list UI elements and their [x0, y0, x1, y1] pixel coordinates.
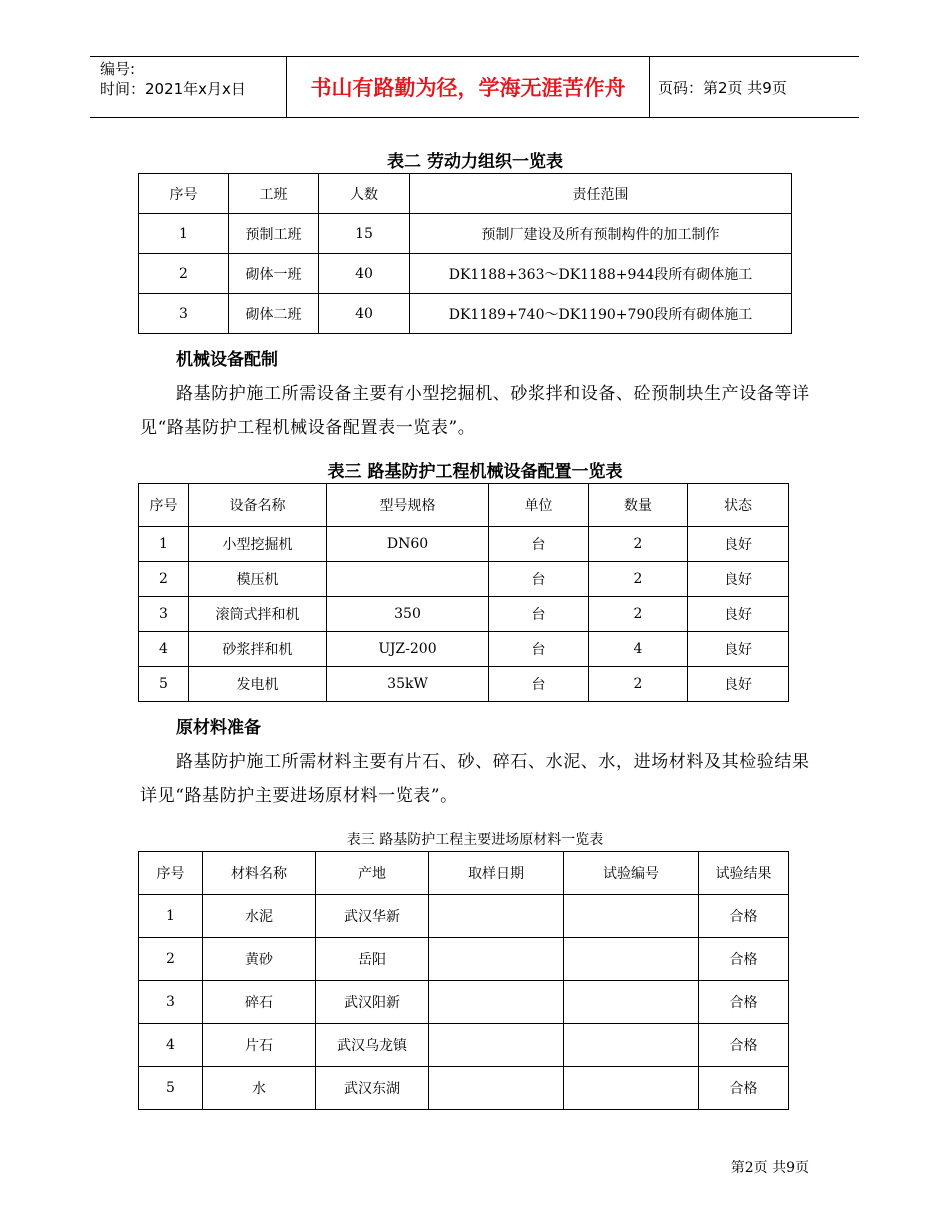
cell: 良好: [688, 562, 789, 597]
cell: 3: [139, 597, 189, 632]
materials-table: [138, 851, 789, 1110]
cell: 台: [489, 597, 589, 632]
cell: [564, 938, 699, 981]
cell: 15: [319, 214, 410, 254]
code-label: 编号:: [100, 60, 136, 78]
col-header: 试验编号: [564, 852, 699, 895]
cell: 预制工班: [229, 214, 319, 254]
equipment-table: [138, 483, 789, 702]
cell: 3: [139, 981, 203, 1024]
cell: 滚筒式拌和机: [189, 597, 327, 632]
table-row: [139, 938, 789, 981]
cell: 水: [203, 1067, 316, 1110]
cell: 2: [589, 597, 688, 632]
table-row: [139, 667, 789, 702]
page-header: [90, 56, 859, 118]
materials-heading: 原材料准备: [176, 718, 261, 738]
col-header: 材料名称: [203, 852, 316, 895]
cell: 4: [139, 632, 189, 667]
cell: [564, 895, 699, 938]
col-header: 序号: [139, 852, 203, 895]
cell: [429, 1067, 564, 1110]
labor-table: [138, 173, 792, 334]
cell: 碎石: [203, 981, 316, 1024]
cell: 2: [589, 667, 688, 702]
time-label: 时间：2021年x月x日: [100, 80, 246, 98]
table-row: [139, 294, 792, 334]
cell: 350: [327, 597, 489, 632]
header-meta: [100, 59, 290, 99]
cell: 1: [139, 895, 203, 938]
table4-caption: 表三 路基防护工程主要进场原材料一览表: [346, 832, 604, 848]
table-row: [139, 981, 789, 1024]
materials-paragraph: 路基防护施工所需材料主要有片石、砂、碎石、水泥、水，进场材料及其检验结果详见“路基防护主要进场原材料一览表”。: [140, 752, 810, 806]
col-header: 产地: [316, 852, 429, 895]
cell: 发电机: [189, 667, 327, 702]
cell: 合格: [699, 938, 789, 981]
cell: 5: [139, 1067, 203, 1110]
cell: 黄砂: [203, 938, 316, 981]
table-row: [139, 1067, 789, 1110]
cell: [327, 562, 489, 597]
cell: 合格: [699, 1067, 789, 1110]
cell: 4: [589, 632, 688, 667]
cell: 40: [319, 254, 410, 294]
cell: 2: [139, 254, 229, 294]
equipment-paragraph: 路基防护施工所需设备主要有小型挖掘机、砂浆拌和设备、砼预制块生产设备等详见“路基防护工程机械设备配置表一览表”。: [140, 384, 810, 438]
cell: DK1188+363～DK1188+944段所有砌体施工: [410, 254, 792, 294]
cell: 水泥: [203, 895, 316, 938]
table-row: [139, 254, 792, 294]
cell: 良好: [688, 667, 789, 702]
col-header: 设备名称: [189, 484, 327, 527]
cell: 武汉东湖: [316, 1067, 429, 1110]
cell: 砂浆拌和机: [189, 632, 327, 667]
cell: 5: [139, 667, 189, 702]
col-header: 试验结果: [699, 852, 789, 895]
cell: 合格: [699, 981, 789, 1024]
col-header: 人数: [319, 174, 410, 214]
header-motto: 书山有路勤为径，学海无涯苦作舟: [286, 57, 650, 117]
cell: [429, 895, 564, 938]
col-header: 单位: [489, 484, 589, 527]
cell: 台: [489, 667, 589, 702]
cell: 良好: [688, 597, 789, 632]
cell: 良好: [688, 632, 789, 667]
col-header: 序号: [139, 174, 229, 214]
header-page-info: 页码：第2页 共9页: [658, 78, 787, 97]
col-header: 数量: [589, 484, 688, 527]
cell: 合格: [699, 895, 789, 938]
table-row: [139, 562, 789, 597]
equipment-heading: 机械设备配制: [176, 350, 278, 370]
cell: 台: [489, 562, 589, 597]
cell: 35kW: [327, 667, 489, 702]
table-row: [139, 214, 792, 254]
cell: 合格: [699, 1024, 789, 1067]
cell: [429, 981, 564, 1024]
cell: 40: [319, 294, 410, 334]
table-row: [139, 1024, 789, 1067]
col-header: 工班: [229, 174, 319, 214]
cell: 砌体一班: [229, 254, 319, 294]
table-row: [139, 527, 789, 562]
cell: [429, 938, 564, 981]
table-row: [139, 597, 789, 632]
cell: 1: [139, 214, 229, 254]
table2-caption: 表二 劳动力组织一览表: [387, 152, 563, 172]
table-header-row: [139, 484, 789, 527]
col-header: 型号规格: [327, 484, 489, 527]
cell: 2: [589, 562, 688, 597]
cell: DN60: [327, 527, 489, 562]
table-header-row: [139, 174, 792, 214]
cell: 台: [489, 632, 589, 667]
cell: [564, 1067, 699, 1110]
cell: 武汉乌龙镇: [316, 1024, 429, 1067]
table-row: [139, 895, 789, 938]
cell: 良好: [688, 527, 789, 562]
cell: 武汉阳新: [316, 981, 429, 1024]
cell: [564, 981, 699, 1024]
cell: UJZ-200: [327, 632, 489, 667]
table-header-row: [139, 852, 789, 895]
cell: 台: [489, 527, 589, 562]
cell: 4: [139, 1024, 203, 1067]
cell: 砌体二班: [229, 294, 319, 334]
cell: [429, 1024, 564, 1067]
cell: [564, 1024, 699, 1067]
cell: 小型挖掘机: [189, 527, 327, 562]
cell: 2: [139, 938, 203, 981]
footer-page-info: 第2页 共9页: [730, 1160, 809, 1176]
col-header: 取样日期: [429, 852, 564, 895]
cell: 武汉华新: [316, 895, 429, 938]
col-header: 序号: [139, 484, 189, 527]
cell: 片石: [203, 1024, 316, 1067]
cell: 预制厂建设及所有预制构件的加工制作: [410, 214, 792, 254]
col-header: 责任范围: [410, 174, 792, 214]
col-header: 状态: [688, 484, 789, 527]
cell: 模压机: [189, 562, 327, 597]
cell: 2: [139, 562, 189, 597]
cell: 岳阳: [316, 938, 429, 981]
cell: 3: [139, 294, 229, 334]
table3-caption: 表三 路基防护工程机械设备配置一览表: [327, 462, 623, 482]
cell: DK1189+740～DK1190+790段所有砌体施工: [410, 294, 792, 334]
table-row: [139, 632, 789, 667]
cell: 2: [589, 527, 688, 562]
cell: 1: [139, 527, 189, 562]
